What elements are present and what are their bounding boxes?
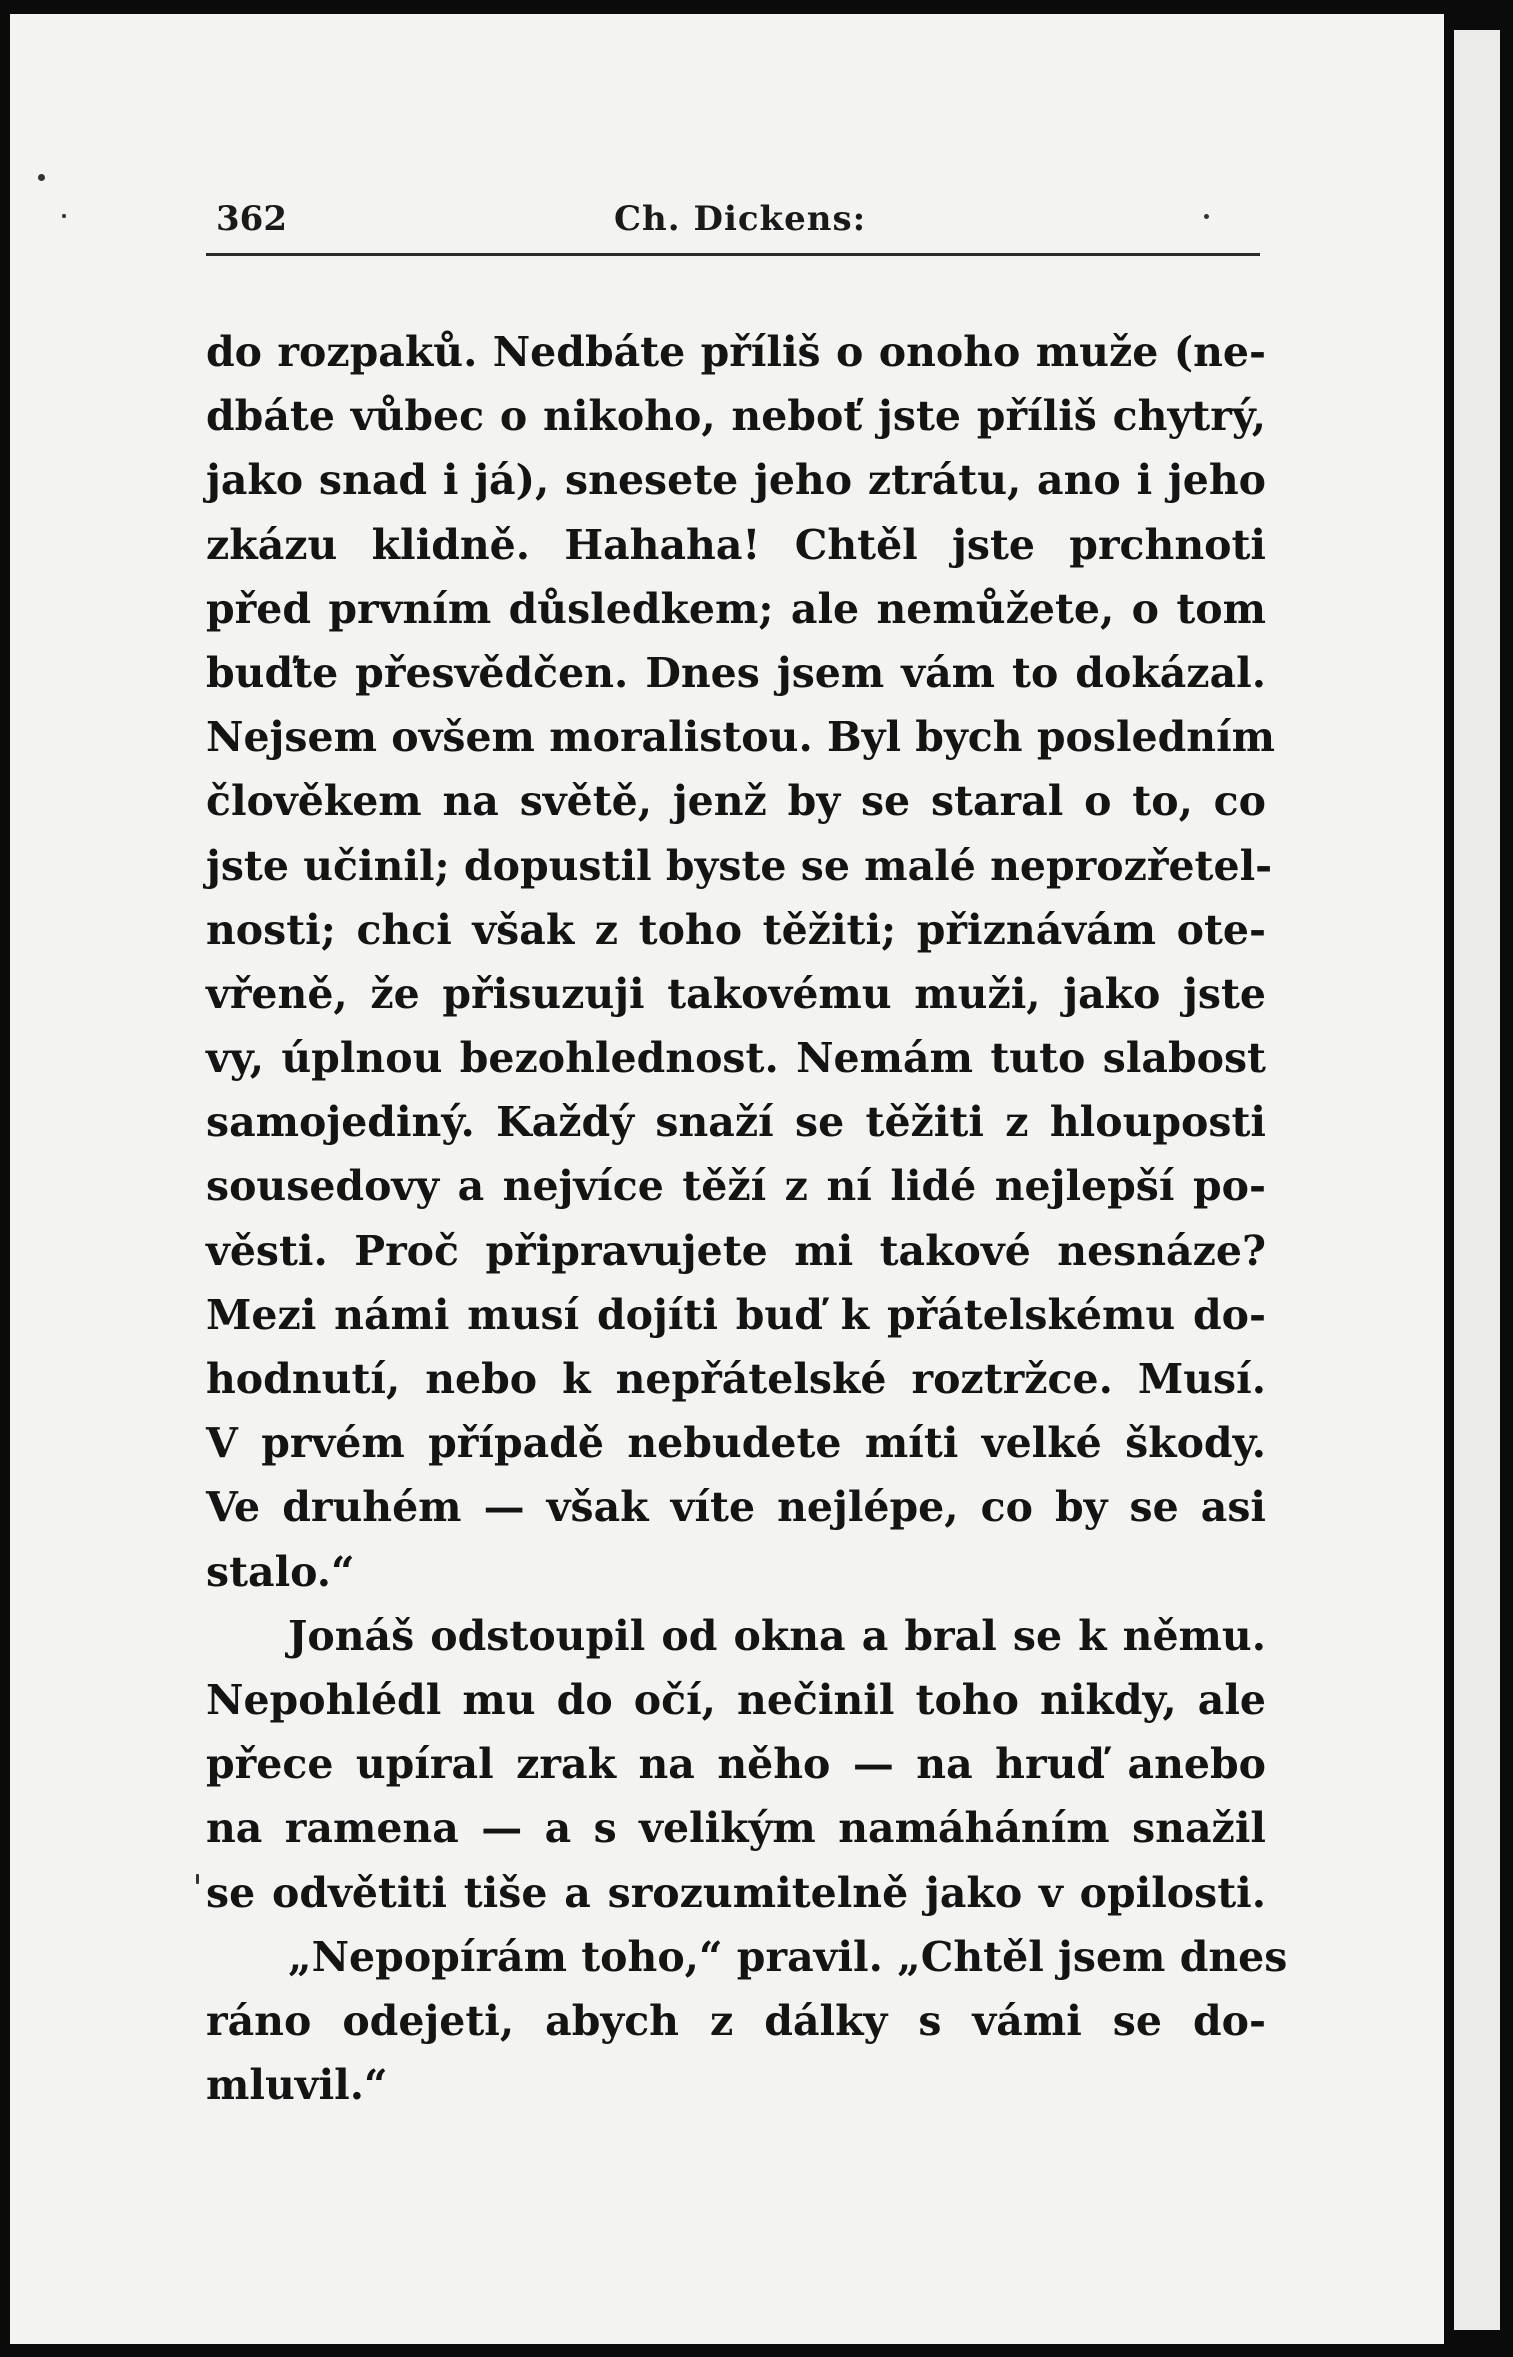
text-line: jste učinil; dopustil byste se malé neprozřetel- bbox=[206, 841, 1273, 890]
text-line: Nepohlédl mu do očí, nečinil toho nikdy, ale bbox=[206, 1675, 1266, 1724]
text-line: na ramena — a s velikým namáháním snažil bbox=[206, 1804, 1266, 1853]
text-line: V prvém případě nebudete míti velké škody. bbox=[206, 1419, 1266, 1468]
text-line: se odvětiti tiše a srozumitelně jako v opilosti. bbox=[206, 1868, 1266, 1917]
text-line: člověkem na světě, jenž by se staral o to, co bbox=[206, 777, 1266, 826]
text-line: „Nepopírám toho,“ pravil. „Chtěl jsem dnes bbox=[288, 1932, 1288, 1981]
page-number: 362 bbox=[216, 199, 287, 239]
text-line: dbáte vůbec o nikoho, neboť jste příliš chytrý, bbox=[206, 392, 1266, 441]
text-line: hodnutí, nebo k nepřátelské roztržce. Musí. bbox=[206, 1355, 1266, 1403]
text-line: do rozpaků. Nedbáte příliš o onoho muže (ne- bbox=[206, 328, 1266, 376]
text-line: mluvil.“ bbox=[206, 2061, 388, 2110]
adjacent-page-edge bbox=[1454, 30, 1500, 2330]
running-head: Ch. Dickens: bbox=[614, 199, 867, 239]
header-rule bbox=[206, 253, 1260, 256]
body-text bbox=[206, 320, 1288, 2117]
text-line: buďte přesvědčen. Dnes jsem vám to dokázal. bbox=[206, 648, 1266, 697]
text-line: Nejsem ovšem moralistou. Byl bych posledním bbox=[206, 713, 1276, 762]
paper-speck bbox=[62, 214, 66, 218]
text-line: před prvním důsledkem; ale nemůžete, o tom bbox=[206, 584, 1266, 633]
text-line: nosti; chci však z toho těžiti; přiznávám ote- bbox=[206, 905, 1266, 954]
text-line: vřeně, že přisuzuji takovému muži, jako jste bbox=[206, 969, 1266, 1018]
text-line: stalo.“ bbox=[206, 1547, 355, 1596]
text-line: ráno odejeti, abych z dálky s vámi se do- bbox=[206, 1996, 1266, 2045]
text-line: samojediný. Každý snaží se těžiti z hlouposti bbox=[206, 1098, 1266, 1147]
text-line: přece upíral zrak na něho — na hruď anebo bbox=[206, 1740, 1266, 1789]
text-line: Mezi námi musí dojíti buď k přátelskému do- bbox=[206, 1290, 1266, 1339]
text-line: věsti. Proč připravujete mi takové nesnáze? bbox=[206, 1226, 1266, 1275]
page-header bbox=[206, 183, 1260, 243]
text-line: Ve druhém — však víte nejlépe, co by se asi bbox=[206, 1483, 1266, 1532]
text-line: jako snad i já), snesete jeho ztrátu, ano i jeho bbox=[206, 456, 1266, 505]
paper-speck bbox=[38, 174, 45, 181]
text-line: vy, úplnou bezohlednost. Nemám tuto slabost bbox=[206, 1034, 1266, 1083]
text-line: sousedovy a nejvíce těží z ní lidé nejlepší po- bbox=[206, 1162, 1266, 1211]
text-line: zkázu klidně. Hahaha! Chtěl jste prchnoti bbox=[206, 520, 1266, 569]
paper-speck bbox=[196, 1874, 199, 1884]
text-line: Jonáš odstoupil od okna a bral se k němu. bbox=[288, 1611, 1266, 1660]
